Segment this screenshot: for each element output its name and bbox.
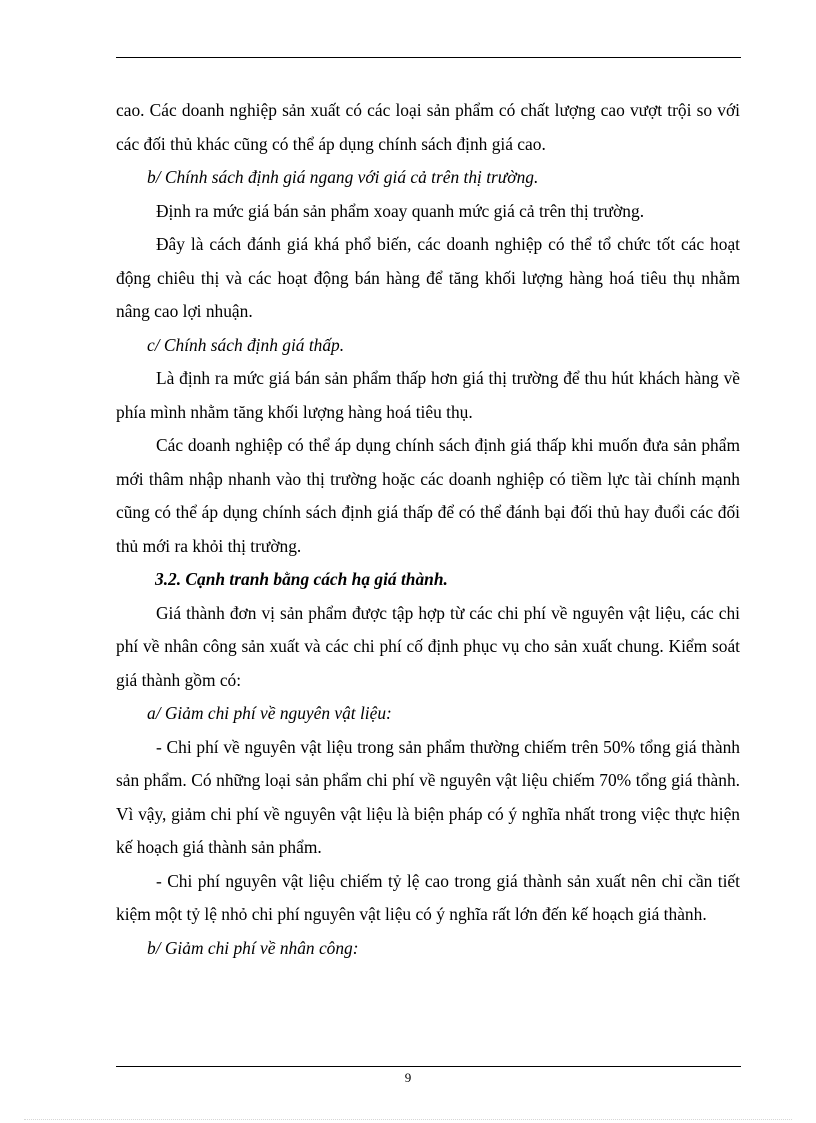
subsection-title: c/ Chính sách định giá thấp. (147, 334, 345, 355)
subsection-title: a/ Giảm chi phí về nguyên vật liệu: (147, 703, 392, 723)
paragraph: cao. Các doanh nghiệp sản xuất có các loại sản phẩm có chất lượng cao vượt trội so với các đối thủ khác cũng có thể áp dụng chính sách định giá cao. (116, 100, 740, 154)
subsection-title: b/ Chính sách định giá ngang với giá cả trên thị trường. (147, 167, 539, 187)
footer-rule (116, 1066, 741, 1067)
paragraph: - Chi phí nguyên vật liệu chiếm tỷ lệ cao trong giá thành sản xuất nên chỉ cần tiết kiệm một tỷ lệ nhỏ chi phí nguyên vật liệu có ý nghĩa rất lớn đến kế hoạch giá thành. (116, 870, 740, 924)
header-rule (116, 57, 741, 58)
paragraph: Đây là cách đánh giá khá phổ biến, các doanh nghiệp có thể tổ chức tốt các hoạt động chiêu thị và các hoạt động bán hàng để tăng khối lượng hàng hoá tiêu thụ nhằm nâng cao lợi nhuận. (116, 234, 740, 321)
page-body (116, 94, 740, 965)
subsection-title: b/ Giảm chi phí về nhân công: (147, 937, 359, 958)
paragraph: Giá thành đơn vị sản phẩm được tập hợp từ các chi phí về nguyên vật liệu, các chi phí về nhân công sản xuất và các chi phí cố định phục vụ cho sản xuất chung. Kiểm soát giá thành gồm có: (116, 602, 740, 690)
paragraph: Các doanh nghiệp có thể áp dụng chính sách định giá thấp khi muốn đưa sản phẩm mới thâm nhập nhanh vào thị trường hoặc các doanh nghiệp có tiềm lực tài chính mạnh cũng có thể áp dụng chính sách định giá thấp để có thể đánh bại đối thủ hay đuổi các đối thủ mới ra khỏi thị trường. (116, 435, 740, 556)
paragraph: Là định ra mức giá bán sản phẩm thấp hơn giá thị trường để thu hút khách hàng về phía mình nhằm tăng khối lượng hàng hoá tiêu thụ. (116, 368, 740, 422)
section-heading: 3.2. Cạnh tranh bằng cách hạ giá thành. (155, 569, 448, 589)
page-number: 9 (404, 1070, 412, 1085)
page-boundary-dotted-line (24, 1119, 792, 1120)
paragraph: Định ra mức giá bán sản phẩm xoay quanh mức giá cả trên thị trường. (156, 200, 645, 221)
paragraph: - Chi phí về nguyên vật liệu trong sản phẩm thường chiếm trên 50% tổng giá thành sản phẩm. Có những loại sản phẩm chi phí về nguyên vật liệu chiếm 70% tổng giá thành. Vì vậy, giảm chi phí về nguyên vật liệu là biện pháp có ý nghĩa nhất trong việc thực hiện kế hoạch giá thành sản phẩm. (116, 736, 740, 857)
